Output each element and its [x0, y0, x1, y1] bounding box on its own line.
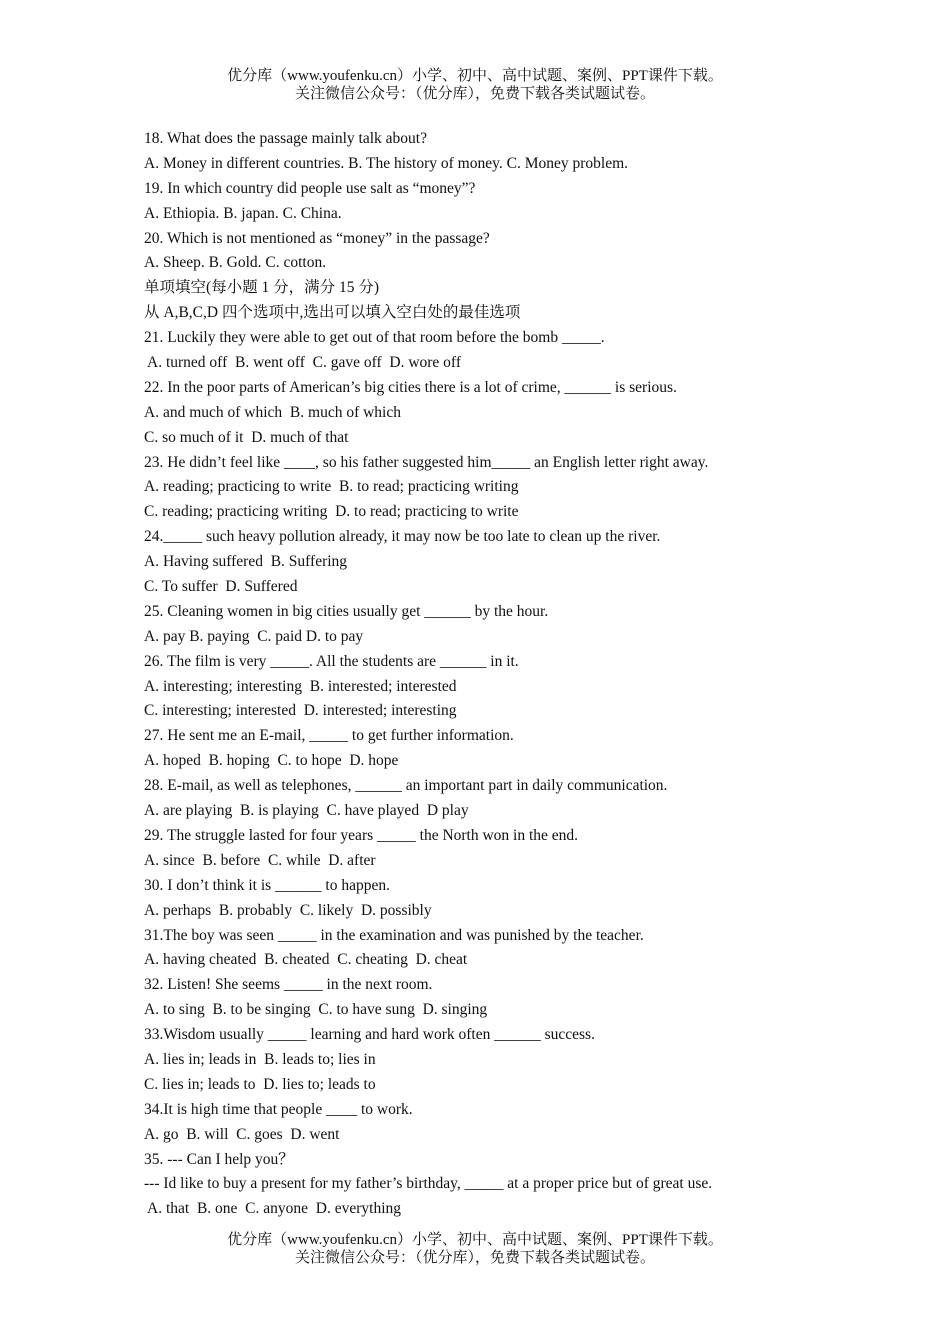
- options-line: A. are playing B. is playing C. have played D play: [144, 802, 469, 820]
- page-header: [0, 67, 950, 103]
- options-line: C. To suffer D. Suffered: [144, 578, 298, 596]
- options-line: A. to sing B. to be singing C. to have sung D. singing: [144, 1001, 488, 1019]
- question-line: 35. --- Can I help you？: [144, 1150, 294, 1168]
- question-line: 19. In which country did people use salt as “money”?: [144, 179, 476, 197]
- question-line: 20. Which is not mentioned as “money” in the passage?: [144, 229, 490, 247]
- options-line: A. reading; practicing to write B. to read; practicing writing: [144, 478, 519, 496]
- options-line: A. Having suffered B. Suffering: [144, 553, 348, 571]
- question-line: 28. E-mail, as well as telephones, ______ an important part in daily communication.: [144, 777, 668, 795]
- question-line: 33.Wisdom usually _____ learning and hard work often ______ success.: [144, 1026, 595, 1044]
- question-line: 29. The struggle lasted for four years _____ the North won in the end.: [144, 826, 579, 844]
- question-line: 25. Cleaning women in big cities usually get ______ by the hour.: [144, 602, 549, 620]
- options-line: A. hoped B. hoping C. to hope D. hope: [144, 752, 399, 770]
- question-line: 22. In the poor parts of American’s big cities there is a lot of crime, ______ is serious.: [144, 378, 677, 396]
- section-instructions: 从 A,B,C,D 四个选项中,选出可以填入空白处的最佳选项: [144, 304, 521, 322]
- footer-line-2: 关注微信公众号：（优分库），免费下载各类试题试卷。: [294, 1250, 655, 1266]
- options-line: C. reading; practicing writing D. to read; practicing to write: [144, 503, 519, 521]
- options-line: A. that B. one C. anyone D. everything: [144, 1200, 401, 1218]
- options-line: A. pay B. paying C. paid D. to pay: [144, 627, 364, 645]
- options-line: A. Sheep. B. Gold. C. cotton.: [144, 254, 327, 272]
- options-line: A. turned off B. went off C. gave off D. wore off: [144, 354, 461, 372]
- question-line: 32. Listen! She seems _____ in the next room.: [144, 976, 433, 994]
- options-line: A. having cheated B. cheated C. cheating D. cheat: [144, 951, 468, 969]
- options-line: A. lies in; leads in B. leads to; lies in: [144, 1050, 376, 1068]
- question-line: --- Id like to buy a present for my father’s birthday, _____ at a proper price but of great use.: [144, 1175, 713, 1193]
- question-line: 24._____ such heavy pollution already, it may now be too late to clean up the river.: [144, 528, 661, 546]
- options-line: A. since B. before C. while D. after: [144, 851, 376, 869]
- question-line: 23. He didn’t feel like ____, so his father suggested him_____ an English letter right away.: [144, 453, 709, 471]
- question-line: 31.The boy was seen _____ in the examination and was punished by the teacher.: [144, 926, 644, 944]
- footer-line-1: 优分库（www.youfenku.cn）小学、初中、高中试题、案例、PPT课件下载。: [227, 1232, 723, 1248]
- header-line-2: 关注微信公众号：（优分库），免费下载各类试题试卷。: [294, 86, 655, 102]
- question-line: 21. Luckily they were able to get out of that room before the bomb _____.: [144, 329, 605, 347]
- options-line: A. interesting; interesting B. interested; interested: [144, 677, 457, 695]
- options-line: A. and much of which B. much of which: [144, 403, 401, 421]
- options-line: A. Ethiopia. B. japan. C. China.: [144, 204, 342, 222]
- question-line: 27. He sent me an E-mail, _____ to get further information.: [144, 727, 514, 745]
- options-line: C. interesting; interested D. interested; interesting: [144, 702, 457, 720]
- question-line: 30. I don’t think it is ______ to happen.: [144, 876, 390, 894]
- section-title: 单项填空(每小题 1 分，满分 15 分): [144, 279, 380, 297]
- question-line: 18. What does the passage mainly talk about?: [144, 130, 427, 147]
- options-line: C. so much of it D. much of that: [144, 428, 349, 446]
- question-line: 26. The film is very _____. All the students are ______ in it.: [144, 652, 519, 670]
- question-line: 34.It is high time that people ____ to work.: [144, 1100, 413, 1118]
- options-line: A. Money in different countries. B. The history of money. C. Money problem.: [144, 154, 629, 172]
- exam-content: [144, 127, 924, 1222]
- header-line-1: 优分库（www.youfenku.cn）小学、初中、高中试题、案例、PPT课件下载。: [227, 68, 723, 84]
- page-footer: [0, 1231, 950, 1267]
- options-line: A. perhaps B. probably C. likely D. possibly: [144, 901, 432, 919]
- options-line: C. lies in; leads to D. lies to; leads to: [144, 1075, 376, 1093]
- options-line: A. go B. will C. goes D. went: [144, 1125, 340, 1143]
